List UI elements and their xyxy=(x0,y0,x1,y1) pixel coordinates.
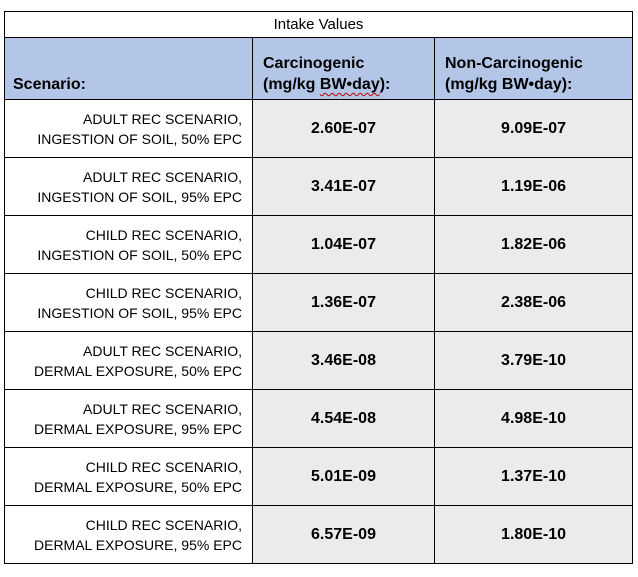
scenario-cell xyxy=(5,390,253,448)
table-body xyxy=(5,12,633,564)
carcinogenic-value: 3.46E-08 xyxy=(253,332,435,390)
table-row xyxy=(5,506,633,564)
scenario-line2: DERMAL EXPOSURE, 95% EPC xyxy=(34,420,242,437)
table-row xyxy=(5,332,633,390)
scenario-line2: INGESTION OF SOIL, 95% EPC xyxy=(37,304,242,321)
carcinogenic-header-line1: Carcinogenic xyxy=(263,55,365,72)
noncarcinogenic-value: 3.79E-10 xyxy=(435,332,633,390)
scenario-line2: DERMAL EXPOSURE, 50% EPC xyxy=(34,478,242,495)
carcinogenic-header-unit-bw: BW•day xyxy=(319,76,380,93)
carcinogenic-value: 1.36E-07 xyxy=(253,274,435,332)
carcinogenic-value: 1.04E-07 xyxy=(253,216,435,274)
scenario-line1: CHILD REC SCENARIO, xyxy=(85,226,242,243)
carcinogenic-value: 4.54E-08 xyxy=(253,390,435,448)
table-row xyxy=(5,448,633,506)
table-row xyxy=(5,158,633,216)
carcinogenic-value: 2.60E-07 xyxy=(253,100,435,158)
carcinogenic-value: 3.41E-07 xyxy=(253,158,435,216)
scenario-line2: INGESTION OF SOIL, 95% EPC xyxy=(37,188,242,205)
carcinogenic-header xyxy=(253,38,435,100)
carcinogenic-header-unit-post: ): xyxy=(379,76,391,93)
scenario-cell xyxy=(5,332,253,390)
table-row xyxy=(5,274,633,332)
noncarcinogenic-header xyxy=(435,38,633,100)
scenario-line1: ADULT REC SCENARIO, xyxy=(83,400,242,417)
noncarcinogenic-value: 4.98E-10 xyxy=(435,390,633,448)
scenario-line1: ADULT REC SCENARIO, xyxy=(83,342,242,359)
noncarcinogenic-value: 2.38E-06 xyxy=(435,274,633,332)
title-row xyxy=(5,12,633,38)
scenario-cell xyxy=(5,506,253,564)
noncarcinogenic-value: 1.37E-10 xyxy=(435,448,633,506)
intake-values-table-container xyxy=(4,11,632,572)
scenario-line2: INGESTION OF SOIL, 50% EPC xyxy=(37,246,242,263)
table-row xyxy=(5,100,633,158)
scenario-line1: CHILD REC SCENARIO, xyxy=(85,284,242,301)
scenario-line1: CHILD REC SCENARIO, xyxy=(85,516,242,533)
noncarcinogenic-header-line1: Non-Carcinogenic xyxy=(445,55,583,72)
noncarcinogenic-value: 1.80E-10 xyxy=(435,506,633,564)
carcinogenic-value: 6.57E-09 xyxy=(253,506,435,564)
scenario-header: Scenario: xyxy=(5,38,253,100)
table-row xyxy=(5,216,633,274)
noncarcinogenic-value: 9.09E-07 xyxy=(435,100,633,158)
scenario-cell xyxy=(5,100,253,158)
scenario-cell xyxy=(5,274,253,332)
carcinogenic-value: 5.01E-09 xyxy=(253,448,435,506)
scenario-cell xyxy=(5,448,253,506)
scenario-line2: DERMAL EXPOSURE, 95% EPC xyxy=(34,536,242,553)
header-row xyxy=(5,38,633,100)
table-title: Intake Values xyxy=(5,12,633,38)
noncarcinogenic-value: 1.19E-06 xyxy=(435,158,633,216)
scenario-line1: ADULT REC SCENARIO, xyxy=(83,110,242,127)
table-row xyxy=(5,390,633,448)
scenario-line2: INGESTION OF SOIL, 50% EPC xyxy=(37,130,242,147)
noncarcinogenic-header-unit: (mg/kg BW•day): xyxy=(445,76,573,93)
scenario-line1: CHILD REC SCENARIO, xyxy=(85,458,242,475)
scenario-cell xyxy=(5,158,253,216)
scenario-line1: ADULT REC SCENARIO, xyxy=(83,168,242,185)
scenario-line2: DERMAL EXPOSURE, 50% EPC xyxy=(34,362,242,379)
carcinogenic-header-unit-pre: (mg/kg xyxy=(263,76,320,93)
intake-values-table xyxy=(4,11,633,564)
noncarcinogenic-value: 1.82E-06 xyxy=(435,216,633,274)
scenario-cell xyxy=(5,216,253,274)
